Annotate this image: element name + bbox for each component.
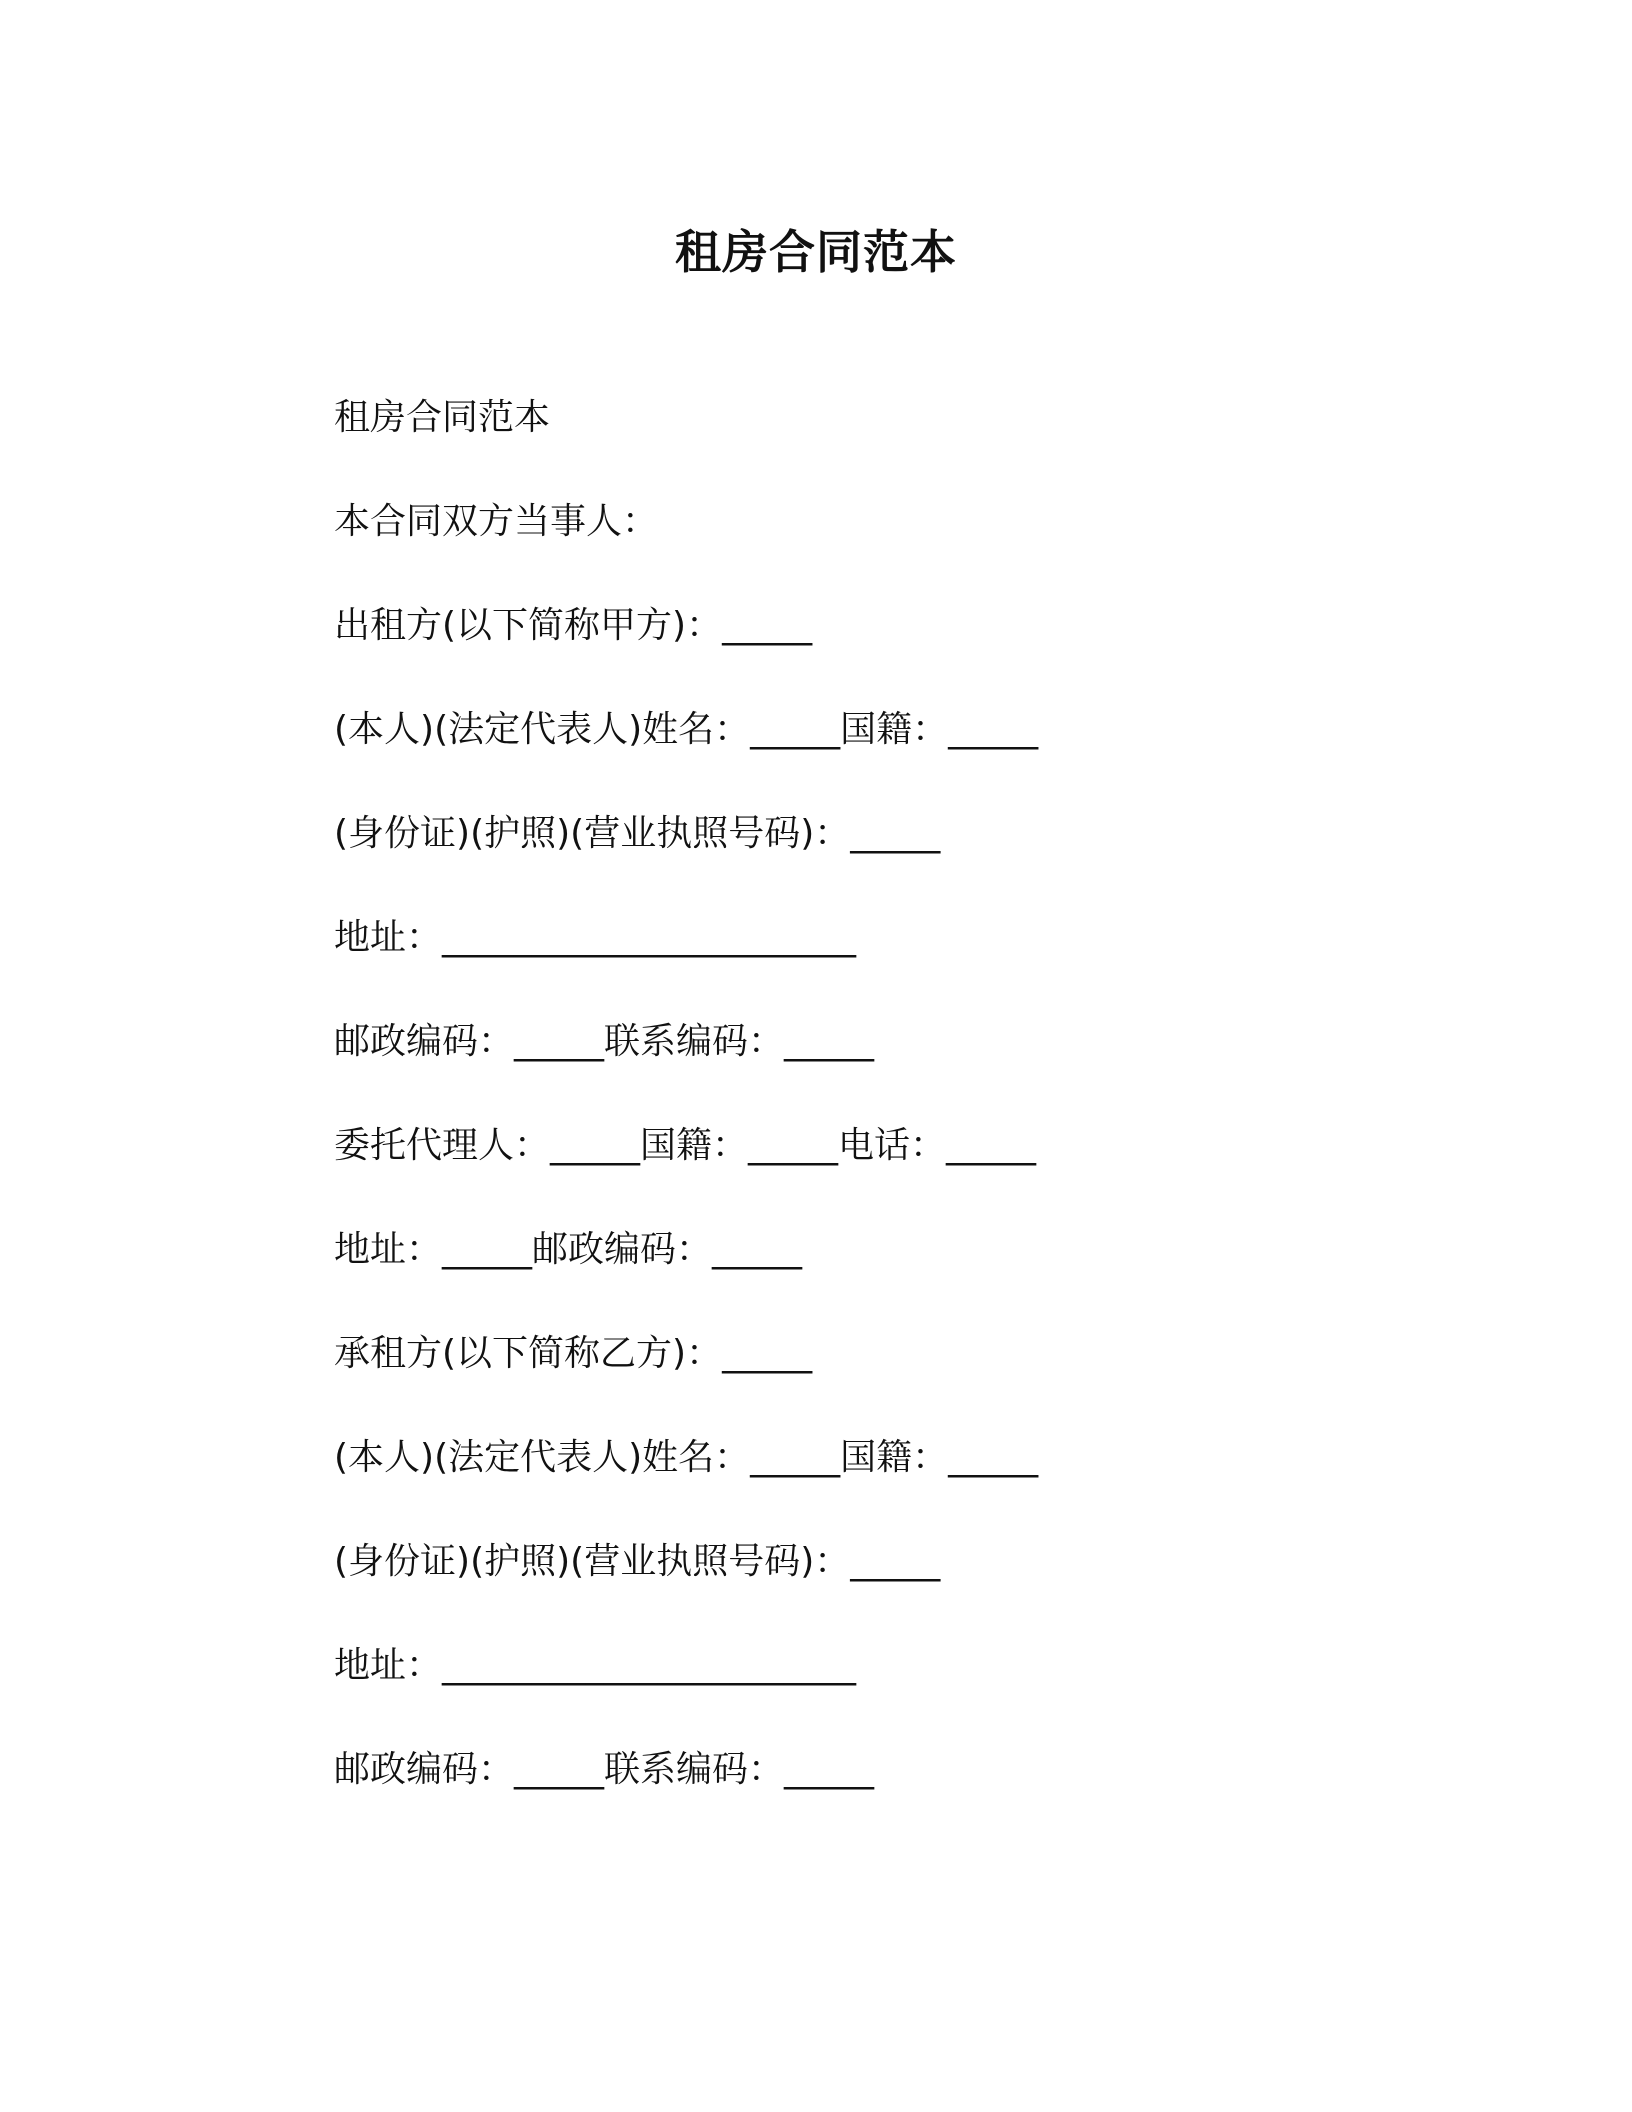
contract-body: [334, 388, 1434, 1844]
lessor-postcode-contact-field: 邮政编码：_____联系编码：_____: [334, 1021, 875, 1062]
lessee-name-nationality-field: (本人)(法定代表人)姓名：_____国籍：_____: [334, 1437, 1039, 1478]
lessor-id-field: (身份证)(护照)(营业执照号码)：_____: [334, 813, 941, 854]
lessee-id-field: (身份证)(护照)(营业执照号码)：_____: [334, 1541, 941, 1582]
agent-field: 委托代理人：_____国籍：_____电话：_____: [334, 1125, 1037, 1166]
agent-address-postcode-field: 地址：_____邮政编码：_____: [334, 1229, 803, 1270]
lessor-address-field: 地址：_______________________: [334, 917, 857, 958]
lessee-field: 承租方(以下简称乙方)：_____: [334, 1333, 813, 1374]
document-title: 租房合同范本: [675, 225, 957, 279]
lessee-postcode-contact-field: 邮政编码：_____联系编码：_____: [334, 1749, 875, 1790]
lessor-name-nationality-field: (本人)(法定代表人)姓名：_____国籍：_____: [334, 709, 1039, 750]
body-subtitle: 租房合同范本: [334, 397, 551, 438]
parties-intro: 本合同双方当事人：: [334, 501, 659, 542]
lessor-field: 出租方(以下简称甲方)：_____: [334, 605, 813, 646]
lessee-address-field: 地址：_______________________: [334, 1645, 857, 1686]
